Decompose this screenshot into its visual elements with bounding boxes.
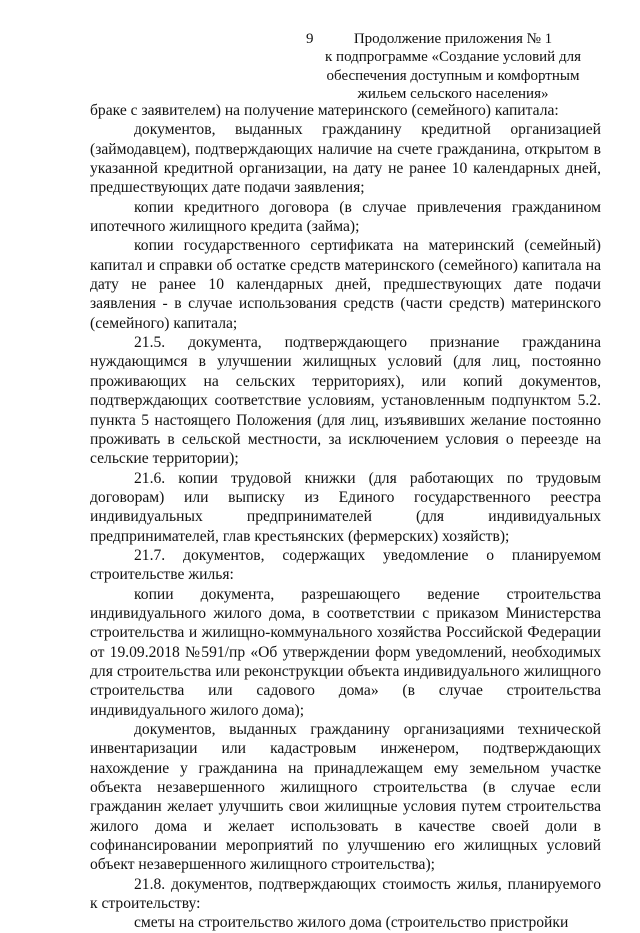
page-number: 9 xyxy=(306,31,314,47)
paragraph-credit-agreement: копии кредитного договора (в случае привлечения гражданином ипотечного жилищного кредита (займа); xyxy=(90,198,601,236)
paragraph-21-6: 21.6. копии трудовой книжки (для работающих по трудовым договорам) или выписку из Единого государственного реестра индивидуальных предпринимателей (для индивидуальных предпринимателей, глав крестьянских (фермерских) хозяйств); xyxy=(90,469,601,545)
appendix-header xyxy=(318,30,588,103)
paragraph-maternity-certificate: копии государственного сертификата на материнский (семейный) капитал и справки об остатке средств материнского (семейного) капитала на дату не ранее 10 календарных дней, предшествующих дате подачи заявления - в случае использования средств (части средств) материнского (семейного) капитала; xyxy=(90,237,601,332)
appendix-header-line: Продолжение приложения № 1 xyxy=(353,31,553,47)
paragraph-21-5: 21.5. документа, подтверждающего признание гражданина нуждающимся в улучшении жилищных условий (для лиц, постоянно проживающих на сельских территориях), или копий документов, подтверждающих соответствие условиям, установленным подпунктом 5.2. пункта 5 настоящего Положения (для лиц, изъявивших желание постоянно проживать в сельской местности, за исключением условия о переезде на сельские территории); xyxy=(90,334,601,468)
paragraph-21-8: 21.8. документов, подтверждающих стоимость жилья, планируемого к строительству: xyxy=(90,875,601,913)
document-body xyxy=(90,101,601,933)
paragraph-continuation: браке с заявителем) на получение материнского (семейного) капитала: xyxy=(90,102,559,119)
paragraph-21-7: 21.7. документов, содержащих уведомление о планируемом строительстве жилья: xyxy=(90,546,601,584)
appendix-header-line: жильем сельского населения» xyxy=(357,85,549,102)
paragraph-construction-permit: копии документа, разрешающего ведение строительства индивидуального жилого дома, в соответствии с приказом Министерства строительства и жилищно-коммунального хозяйства Российской Федерации от 19.09.2018 №591/пр «Об утверждении форм уведомлений, необходимых для строительства или реконструкции объекта индивидуального жилищного строительства или садового дома» (в случае строительства индивидуального жилого дома); xyxy=(90,585,601,719)
paragraph-unfinished-construction: документов, выданных гражданину организациями технической инвентаризации или кадастровым инженером, подтверждающих нахождение у гражданина на принадлежащем ему земельном участке объекта незавершенного жилищного строительства (в случае если гражданин желает улучшить свои жилищные условия путем строительства жилого дома и желает использовать в качестве своей доли в софинансировании мероприятий по улучшению его жилищных условий объект незавершенного жилищного строительства); xyxy=(90,721,601,874)
paragraph-estimates: сметы на строительство жилого дома (строительство пристройки xyxy=(134,914,569,932)
paragraph-bank-documents: документов, выданных гражданину кредитной организацией (займодавцем), подтверждающих наличие на счете гражданина, открытом в указанной кредитной организации, на дату не ранее 10 календарных дней, предшествующих дате подачи заявления; xyxy=(90,121,601,197)
appendix-header-line: к подпрограмме «Создание условий для xyxy=(325,49,581,66)
appendix-header-line: обеспечения доступным и комфортным xyxy=(326,67,580,84)
